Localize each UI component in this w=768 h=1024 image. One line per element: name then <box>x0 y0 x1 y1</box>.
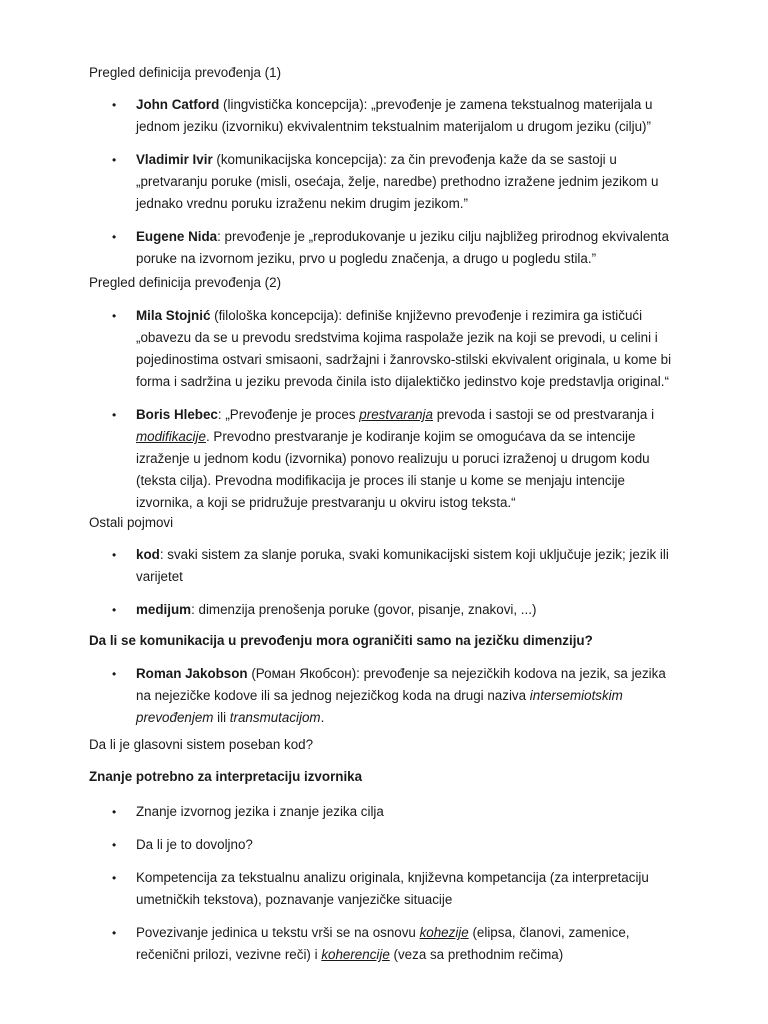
knowledge-list <box>89 801 679 966</box>
list-item: • Povezivanje jedinica u tekstu vrši se na osnovu kohezije (elipsa, članovi, zamenice, rečenični prilozi, vezivne reči) i koherencije (veza sa prethodnim rečima) <box>89 922 679 966</box>
term-transmutacijom: transmutacijom <box>229 710 321 725</box>
jakobson-list <box>89 663 679 729</box>
bullet-icon: • <box>112 230 117 244</box>
section-heading-5: Da li je glasovni sistem poseban kod? <box>89 737 314 752</box>
bullet-icon: • <box>112 871 117 885</box>
section-heading-6: Znanje potrebno za interpretaciju izvornika <box>89 769 363 784</box>
list-item: • Da li je to dovoljno? <box>89 834 679 856</box>
list-item: • Mila Stojnić (filološka koncepcija): definiše književno prevođenje i rezimira ga ističući „obavezu da se u prevodu sredstvima kojima raspolaže jezik na koji se prevodi, u celini i pojedinostima ostvari smisaoni, sadržajni i žanrovsko-stilski ekvivalent originala, u kome bi forma i sadržina u jeziku prevoda činila isto dijalektičko jedinstvo koje predstavlja original.“ <box>89 305 679 393</box>
list-item: • Roman Jakobson (Роман Якобсон): prevođenje sa nejezičkih kodova na jezik, sa jezika na nejezičke kodove ili sa jednog nejezičkog koda na drugi naziva intersemiotskim prevođenjem ili transmutacijom. <box>89 663 679 729</box>
bullet-icon: • <box>112 926 117 940</box>
list-item: • Vladimir Ivir (komunikacijska koncepcija): za čin prevođenja kaže da se sastoji u „pretvaranju poruke (misli, osećaja, želje, naredbe) prethodno izražene jednim jezikom u jednako vrednu poruku izraženu nekim drugim jezikom.” <box>89 149 679 215</box>
bullet-icon: • <box>112 153 117 167</box>
list-item: • John Catford (lingvistička koncepcija): „prevođenje je zamena tekstualnog materijala u jednom jeziku (izvorniku) ekvivalentnim tekstualnim materijalom u drugom jeziku (cilju)” <box>89 94 679 138</box>
section-heading-1: Pregled definicija prevođenja (1) <box>89 65 282 80</box>
list-item: • medijum: dimenzija prenošenja poruke (govor, pisanje, znakovi, ...) <box>89 599 679 621</box>
term-modifikacije: modifikacije <box>136 429 206 444</box>
bullet-icon: • <box>112 603 117 617</box>
section-heading-3: Ostali pojmovi <box>89 515 174 530</box>
bullet-icon: • <box>112 98 117 112</box>
section-heading-2: Pregled definicija prevođenja (2) <box>89 275 282 290</box>
list-item: • Boris Hlebec: „Prevođenje je proces prestvaranja prevoda i sastoji se od prestvaranja i modifikacije. Prevodno prestvaranje je kodiranje kojim se omogućava da se intencije izraženje u jednom kodu (izvornika) ponovo realizuju u poruci izraženoj u drugom kodu (teksta cilja). Prevodna modifikacija je proces ili stanje u kome se menjaju intencije izvornika, a koji se pridružuje prestvaranju u okviru istog teksta.“ <box>89 404 679 514</box>
term-kohezije: kohezije <box>419 925 469 940</box>
term-intersemiotskim: intersemiotskim prevođenjem <box>136 688 623 725</box>
bullet-icon: • <box>112 838 117 852</box>
bullet-icon: • <box>112 805 117 819</box>
list-item: • Eugene Nida: prevođenje je „reprodukovanje u jeziku cilju najbližeg prirodnog ekvivalenta poruke na izvornom jeziku, prvo u pogledu značenja, a drugo u pogledu stila.” <box>89 226 679 270</box>
bullet-icon: • <box>112 309 117 323</box>
list-item: • Znanje izvornog jezika i znanje jezika cilja <box>89 801 679 823</box>
bullet-icon: • <box>112 667 117 681</box>
term-koherencije: koherencije <box>321 947 390 962</box>
term-prestvaranja: prestvaranja <box>359 407 433 422</box>
terms-list <box>89 544 679 621</box>
bullet-icon: • <box>112 548 117 562</box>
definitions-list-2 <box>89 305 679 514</box>
list-item: • kod: svaki sistem za slanje poruka, svaki komunikacijski sistem koji uključuje jezik; jezik ili varijetet <box>89 544 679 588</box>
definitions-list-1 <box>89 94 679 270</box>
bullet-icon: • <box>112 408 117 422</box>
list-item: • Kompetencija za tekstualnu analizu originala, književna kompetancija (za interpretaciju umetničkih tekstova), poznavanje vanjezičke situacije <box>89 867 679 911</box>
section-heading-4: Da li se komunikacija u prevođenju mora ograničiti samo na jezičku dimenziju? <box>89 633 593 648</box>
